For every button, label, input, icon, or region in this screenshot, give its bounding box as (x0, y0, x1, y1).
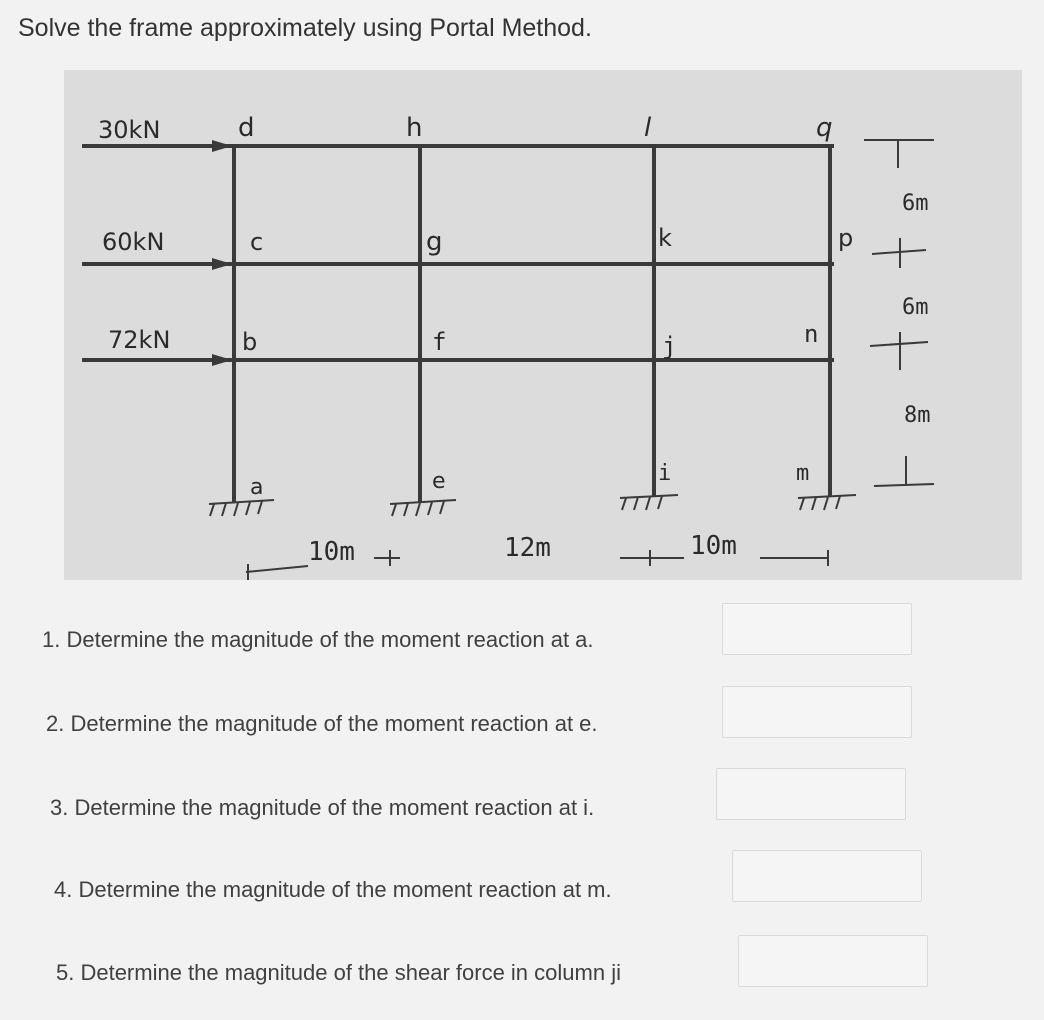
node-label-j: j (662, 332, 677, 360)
load-arrow-60 (212, 258, 232, 270)
load-label-60: 60kN (102, 228, 165, 256)
node-label-e: e (432, 469, 446, 494)
span-label-3: 10m (690, 531, 737, 561)
node-label-n: n (804, 320, 819, 348)
node-label-d: d (238, 113, 255, 143)
load-arrow-30 (212, 140, 232, 152)
node-label-p: p (838, 224, 854, 252)
question-1: 1. Determine the magnitude of the moment reaction at a. (42, 627, 594, 652)
question-2: 2. Determine the magnitude of the moment reaction at e. (46, 711, 598, 736)
node-label-l: l (644, 113, 652, 143)
load-arrow-72 (212, 354, 232, 366)
answer-input-3[interactable] (716, 768, 906, 820)
load-label-72: 72kN (108, 326, 171, 354)
span-label-2: 12m (504, 533, 551, 563)
node-label-h: h (406, 113, 423, 143)
node-label-k: k (658, 224, 672, 252)
node-label-c: c (250, 228, 264, 256)
answer-input-5[interactable] (738, 935, 928, 987)
answer-input-2[interactable] (722, 686, 912, 738)
span-label-1: 10m (308, 537, 355, 567)
frame-figure (64, 70, 1022, 580)
node-label-g: g (426, 227, 443, 257)
node-label-i: i (658, 461, 672, 486)
height-label-1: 6m (902, 191, 929, 216)
node-label-q: q (816, 113, 833, 143)
answer-input-1[interactable] (722, 603, 912, 655)
height-label-3: 8m (904, 403, 931, 428)
node-label-a: a (250, 475, 264, 500)
question-3: 3. Determine the magnitude of the moment reaction at i. (50, 795, 595, 820)
question-4: 4. Determine the magnitude of the moment reaction at m. (54, 877, 612, 902)
node-label-f: f (432, 328, 447, 356)
node-label-m: m (796, 461, 810, 486)
load-label-30: 30kN (98, 116, 161, 144)
problem-heading: Solve the frame approximately using Portal Method. (18, 14, 592, 42)
answer-input-4[interactable] (732, 850, 922, 902)
node-label-b: b (242, 328, 258, 356)
question-5: 5. Determine the magnitude of the shear force in column ji (56, 960, 621, 985)
frame-diagram (64, 70, 1022, 580)
height-label-2: 6m (902, 295, 929, 320)
